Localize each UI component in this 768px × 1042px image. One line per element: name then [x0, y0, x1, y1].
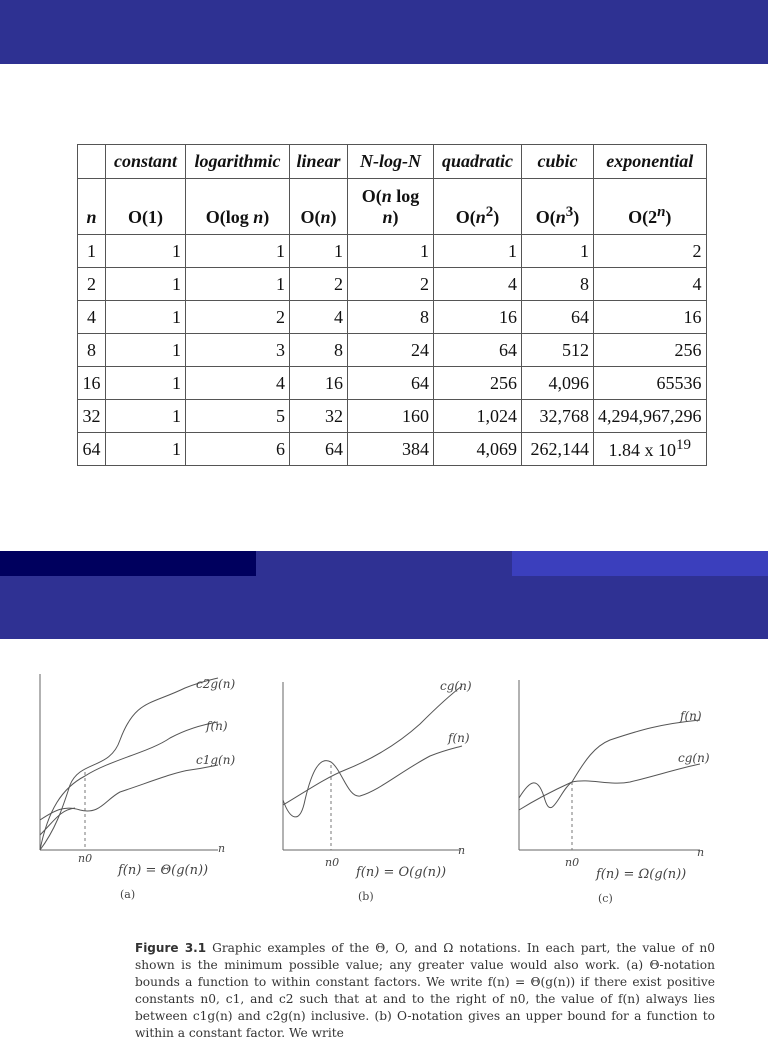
value-cell: 8 — [522, 268, 594, 301]
table-header-row-category — [78, 145, 707, 179]
header-notation-cell: $O(n^2)$ — [434, 179, 522, 235]
value-cell: 2 — [594, 235, 707, 268]
panel-a-curve-label: c1g(n) — [196, 753, 236, 767]
panel-a-curve-label: c2g(n) — [196, 677, 236, 691]
header-notation-cell: O(log n) — [186, 179, 290, 235]
value-cell: 8 — [290, 334, 348, 367]
divider-accent-dark — [0, 551, 256, 576]
value-cell: 1 — [522, 235, 594, 268]
value-cell: 2 — [186, 301, 290, 334]
header-notation-cell: O(n) — [290, 179, 348, 235]
value-cell: 1 — [186, 268, 290, 301]
panel-a-f-wiggle — [40, 808, 75, 835]
figure-number: Figure 3.1 — [135, 941, 207, 955]
panel-b-curve-label: cg(n) — [440, 679, 472, 693]
panel-c-axis-label: n — [697, 846, 705, 859]
value-cell: 1 — [106, 433, 186, 466]
top-header-band — [0, 0, 768, 64]
panel-a-c2g-curve — [40, 678, 218, 850]
value-cell: 160 — [348, 400, 434, 433]
header-notation-cell: O(2$^n$) — [594, 179, 707, 235]
value-cell: 1 — [106, 367, 186, 400]
n-cell: 16 — [78, 367, 106, 400]
panel-b-axis-label: n — [458, 844, 466, 857]
value-cell: 4 — [290, 301, 348, 334]
panel-b-curve-label: f(n) — [448, 731, 470, 745]
panel-c — [519, 680, 700, 850]
table-row — [78, 235, 707, 268]
value-cell: 4,096 — [522, 367, 594, 400]
value-cell: 16 — [434, 301, 522, 334]
panel-b-cg-curve — [283, 686, 462, 805]
value-cell: 32 — [290, 400, 348, 433]
value-cell: 4 — [434, 268, 522, 301]
header-category-cell: cubic — [522, 145, 594, 179]
value-cell: 24 — [348, 334, 434, 367]
value-cell: 4 — [594, 268, 707, 301]
table-row — [78, 400, 707, 433]
value-cell: 1 — [106, 400, 186, 433]
panel-b — [283, 682, 462, 850]
header-notation-cell: $O(n^3)$ — [522, 179, 594, 235]
panel-c-curve-label: cg(n) — [678, 751, 710, 765]
asymptotic-notation-figure — [0, 660, 768, 920]
value-cell: 1 — [106, 334, 186, 367]
n-cell: 1 — [78, 235, 106, 268]
value-cell: 8 — [348, 301, 434, 334]
table-row — [78, 433, 707, 466]
panel-b-label: (b) — [358, 890, 374, 903]
panel-a-n0-label: n0 — [78, 852, 93, 865]
n-cell: 8 — [78, 334, 106, 367]
header-category-cell: constant — [106, 145, 186, 179]
header-category-cell: N-log-N — [348, 145, 434, 179]
value-cell: 1,024 — [434, 400, 522, 433]
table-row — [78, 268, 707, 301]
value-cell: 1.84 x $10^{19}$ — [594, 433, 707, 466]
value-cell: 2 — [348, 268, 434, 301]
n-cell: 2 — [78, 268, 106, 301]
value-cell: 384 — [348, 433, 434, 466]
panel-a-label: (a) — [120, 888, 136, 901]
value-cell: 1 — [348, 235, 434, 268]
divider-accent-light — [512, 551, 768, 576]
header-category-cell: quadratic — [434, 145, 522, 179]
header-notation-cell: n — [78, 179, 106, 235]
value-cell: 1 — [434, 235, 522, 268]
value-cell: 1 — [106, 235, 186, 268]
n-cell: 4 — [78, 301, 106, 334]
table-row — [78, 301, 707, 334]
n-cell: 64 — [78, 433, 106, 466]
header-notation-cell: O(1) — [106, 179, 186, 235]
value-cell: 64 — [290, 433, 348, 466]
panel-a — [40, 674, 218, 850]
value-cell: 64 — [522, 301, 594, 334]
value-cell: 512 — [522, 334, 594, 367]
value-cell: 1 — [106, 268, 186, 301]
header-notation-cell: O(n log n) — [348, 179, 434, 235]
panel-c-n0-label: n0 — [565, 856, 580, 869]
header-category-cell — [78, 145, 106, 179]
value-cell: 256 — [434, 367, 522, 400]
value-cell: 1 — [290, 235, 348, 268]
value-cell: 64 — [348, 367, 434, 400]
panel-b-f-curve — [283, 746, 462, 817]
panel-b-n0-label: n0 — [325, 856, 340, 869]
panel-b-relation: f(n) = O(g(n)) — [356, 865, 447, 880]
value-cell: 4 — [186, 367, 290, 400]
value-cell: 3 — [186, 334, 290, 367]
panel-a-curve-label: f(n) — [206, 719, 228, 733]
value-cell: 16 — [594, 301, 707, 334]
panel-a-relation: f(n) = Θ(g(n)) — [118, 863, 209, 878]
value-cell: 5 — [186, 400, 290, 433]
value-cell: 256 — [594, 334, 707, 367]
panel-a-f-curve — [40, 722, 218, 850]
panel-a-axis-label: n — [218, 842, 226, 855]
table-row — [78, 334, 707, 367]
header-category-cell: logarithmic — [186, 145, 290, 179]
value-cell: 16 — [290, 367, 348, 400]
n-cell: 32 — [78, 400, 106, 433]
complexity-table — [77, 144, 707, 466]
panel-a-c1g-curve — [40, 765, 218, 820]
value-cell: 2 — [290, 268, 348, 301]
value-cell: 1 — [186, 235, 290, 268]
figure-caption — [135, 940, 715, 1042]
panel-c-curve-label: f(n) — [680, 709, 702, 723]
table-header-row-notation — [78, 179, 707, 235]
header-category-cell: linear — [290, 145, 348, 179]
caption-text: Graphic examples of the Θ, O, and Ω notations. In each part, the value of n0 shown is the minimum possible value; any greater value would also work. (a) Θ-notation bounds a function to within constant factors. We write f(n) = Θ(g(n)) if there exist positive constants n0, c1, and c2 such that at and to the right of n0, the value of f(n) always lies between c1g(n) and c2g(n) inclusive. (b) O-notation gives an upper bound for a function to within a constant factor. We write — [135, 941, 716, 1040]
value-cell: 262,144 — [522, 433, 594, 466]
value-cell: 65536 — [594, 367, 707, 400]
table-row — [78, 367, 707, 400]
panel-c-relation: f(n) = Ω(g(n)) — [596, 867, 687, 882]
value-cell: 32,768 — [522, 400, 594, 433]
value-cell: 1 — [106, 301, 186, 334]
panel-c-label: (c) — [598, 892, 613, 905]
value-cell: 4,069 — [434, 433, 522, 466]
value-cell: 64 — [434, 334, 522, 367]
header-category-cell: exponential — [594, 145, 707, 179]
value-cell: 4,294,967,296 — [594, 400, 707, 433]
value-cell: 6 — [186, 433, 290, 466]
